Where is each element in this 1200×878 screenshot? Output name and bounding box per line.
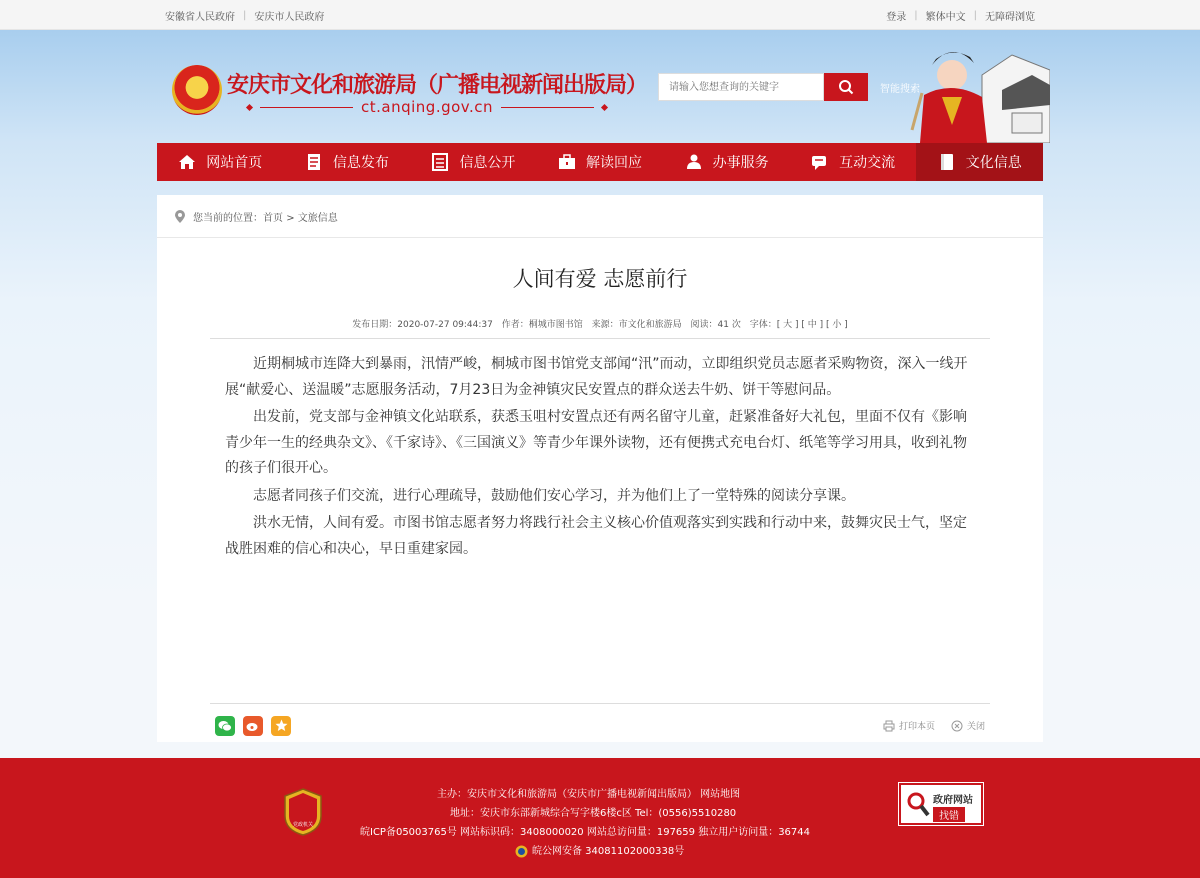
- main-nav: [157, 143, 1043, 181]
- article-paragraph: 近期桐城市连降大到暴雨，汛情严峻，桐城市图书馆党支部闻“汛”而动，立即组织党员志愿者采购物资，深入一线开展“献爱心、送温暖”志愿服务活动，7月23日为金神镇灾民安置点的群众送去牛奶、饼干等慰问品。: [225, 356, 968, 398]
- opera-figure-illustration: [902, 35, 1050, 143]
- nav-info-release[interactable]: 信息发布: [284, 143, 411, 181]
- accessibility-link[interactable]: 无障碍浏览: [985, 11, 1035, 23]
- link-anqing-gov[interactable]: 安庆市人民政府: [254, 11, 325, 23]
- breadcrumb: 您当前的位置：首页 > 文旅信息: [157, 195, 1043, 238]
- printer-icon: [883, 720, 895, 732]
- article-author: 作者：桐城市图书馆: [501, 320, 583, 330]
- search-input[interactable]: [658, 73, 824, 101]
- nav-culture-info[interactable]: 文化信息: [916, 143, 1043, 181]
- print-button[interactable]: 打印本页: [883, 719, 935, 732]
- nav-home[interactable]: 网站首页: [157, 143, 284, 181]
- nav-info-disclosure[interactable]: 信息公开: [410, 143, 537, 181]
- article-paragraph: 出发前，党支部与金神镇文化站联系，获悉玉咀村安置点还有两名留守儿童，赶紧准备好大礼包，里面不仅有《影响青少年一生的经典杂文》、《千家诗》、《三国演义》等青少年课外读物，还有便携式充电台灯、纸笔等学习用具，收到礼物的孩子们很开心。: [225, 409, 967, 476]
- article-meta: [210, 317, 990, 339]
- svg-text:党政机关: 党政机关: [292, 822, 314, 828]
- location-pin-icon: [175, 210, 185, 223]
- home-icon: [178, 153, 196, 171]
- search-icon: [838, 79, 854, 95]
- footer-info: [360, 785, 810, 861]
- nav-services[interactable]: 办事服务: [663, 143, 790, 181]
- footer-organizer: 主办：安庆市文化和旅游局（安庆市广播电视新闻出版局） 网站地图: [437, 789, 741, 800]
- document-icon: [305, 153, 323, 171]
- book-icon: [938, 153, 956, 171]
- favorite-star-icon[interactable]: [271, 716, 291, 736]
- gov-site-error-report[interactable]: 政府网站 找错: [899, 783, 983, 825]
- list-icon: [431, 153, 449, 171]
- search-button[interactable]: [824, 73, 868, 101]
- magnifier-icon: [906, 791, 930, 819]
- search-box: [658, 73, 868, 101]
- site-header: [157, 30, 1043, 143]
- footer-police-record[interactable]: 皖公网安备 34081102000338号: [532, 846, 685, 857]
- site-footer: [0, 758, 1200, 878]
- article-container: [157, 195, 1043, 742]
- top-bar: 安徽省人民政府 | 安庆市人民政府 登录 | 繁体中文 | 无障碍浏览: [0, 0, 1200, 30]
- police-badge-icon: [515, 845, 528, 858]
- breadcrumb-current[interactable]: 文旅信息: [297, 212, 338, 224]
- briefcase-icon: [558, 153, 576, 171]
- login-link[interactable]: 登录: [886, 11, 907, 23]
- weibo-share-icon[interactable]: [243, 716, 263, 736]
- article-source: 来源：市文化和旅游局: [591, 320, 682, 330]
- nav-interpretation[interactable]: 解读回应: [537, 143, 664, 181]
- link-anhui-gov[interactable]: 安徽省人民政府: [165, 11, 235, 23]
- close-button[interactable]: 关闭: [951, 719, 985, 732]
- footer-address: 地址：安庆市东部新城综合写字楼6楼c区 Tel：(0556)5510280: [450, 808, 737, 819]
- service-icon: [685, 153, 703, 171]
- article-paragraph: 洪水无情，人间有爱。市图书馆志愿者努力将践行社会主义核心价值观落实到实践和行动中来，鼓舞灾民士气，坚定战胜困难的信心和决心，早日重建家园。: [225, 515, 967, 557]
- nav-interaction[interactable]: 互动交流: [790, 143, 917, 181]
- article-paragraph: 志愿者同孩子们交流，进行心理疏导，鼓励他们安心学习，并为他们上了一堂特殊的阅读分享课。: [253, 487, 855, 504]
- article-body: [210, 339, 990, 562]
- share-bar: [210, 703, 990, 747]
- publish-date: 发布日期：2020-07-27 09:44:37: [352, 320, 493, 330]
- national-emblem-icon: [172, 65, 222, 115]
- article: [210, 263, 990, 562]
- chat-icon: [811, 153, 829, 171]
- close-icon: [951, 720, 963, 732]
- smart-search-link[interactable]: 智能搜索: [880, 84, 920, 95]
- font-size-selector[interactable]: 字体：[ 大 ] [ 中 ] [ 小 ]: [749, 320, 848, 330]
- read-count: 阅读：41 次: [690, 320, 741, 330]
- site-domain: ct.anqing.gov.cn: [247, 98, 607, 116]
- traditional-chinese-link[interactable]: 繁体中文: [925, 11, 966, 23]
- party-government-badge-icon: [283, 788, 323, 836]
- wechat-share-icon[interactable]: [215, 716, 235, 736]
- breadcrumb-home[interactable]: 首页: [263, 212, 283, 224]
- site-title: 安庆市文化和旅游局（广播电视新闻出版局）: [227, 72, 648, 98]
- footer-stats: 皖ICP备05003765号 网站标识码：3408000020 网站总访问量：197659 独立用户访问量：36744: [360, 827, 811, 838]
- article-title: 人间有爱 志愿前行: [512, 267, 688, 291]
